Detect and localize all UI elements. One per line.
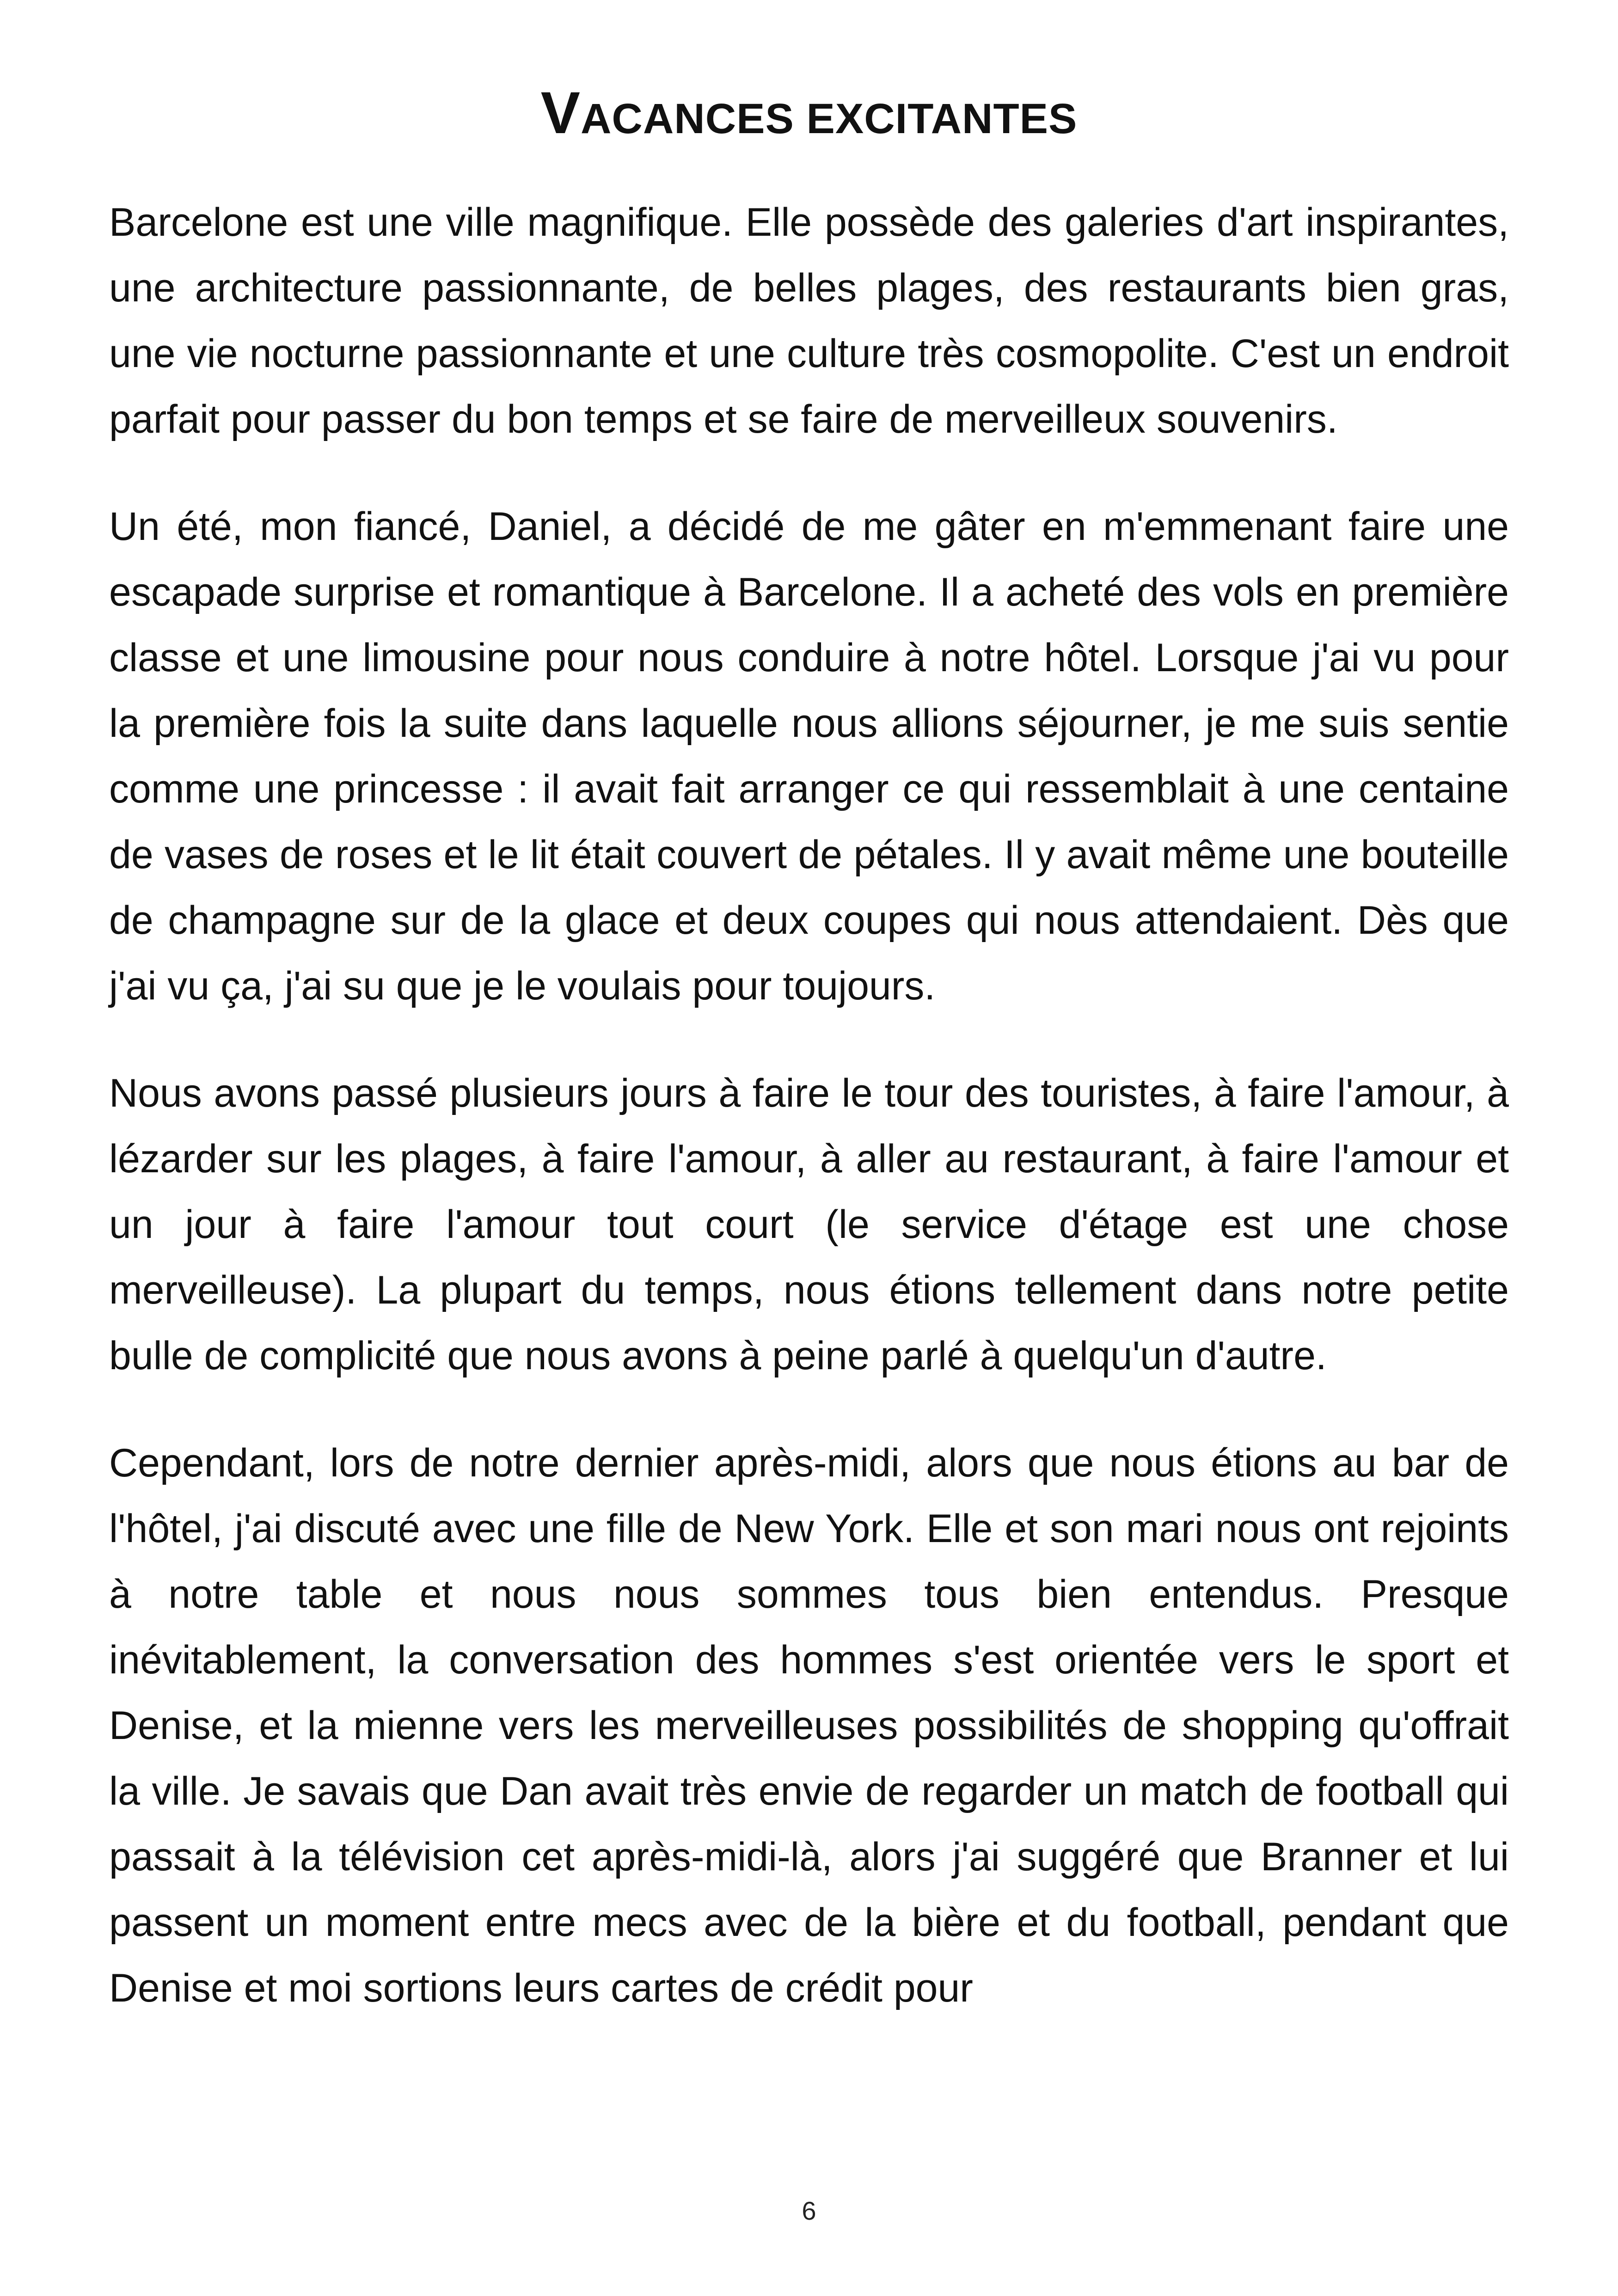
paragraph-3: Nous avons passé plusieurs jours à faire le tour des touristes, à faire l'amour, à lézarder sur les plages, à faire l'amour, à aller au restaurant, à faire l'amour et un jour à faire l'amour tout court (le service d'étage est une chose merveilleuse). La plupart du temps, nous étions tellement dans notre petite bulle de complicité que nous avons à peine parlé à quelqu'un d'autre. [109,1071,1509,1378]
title-initial: V [540,80,581,146]
page-number: 6 [802,2196,816,2225]
title-rest: ACANCES EXCITANTES [580,95,1078,142]
paragraph-1: Barcelone est une ville magnifique. Elle possède des galeries d'art inspirantes, une architecture passionnante, de belles plages, des restaurants bien gras, une vie nocturne passionnante et une culture très cosmopolite. C'est un endroit parfait pour passer du bon temps et se faire de merveilleux souvenirs. [109,200,1509,441]
paragraph-4: Cependant, lors de notre dernier après-midi, alors que nous étions au bar de l'hôtel, j'ai discuté avec une fille de New York. Elle et son mari nous ont rejoints à notre table et nous nous sommes tous bien entendus. Presque inévitablement, la conversation des hommes s'est orientée vers le sport et Denise, et la mienne vers les merveilleuses possibilités de shopping qu'offrait la ville. Je savais que Dan avait très envie de regarder un match de football qui passait à la télévision cet après-midi-là, alors j'ai suggéré que Branner et lui passent un moment entre mecs avec de la bière et du football, pendant que Denise et moi sortions leurs cartes de crédit pour [109,1441,1509,2010]
page-title [0,81,1618,146]
paragraph-2: Un été, mon fiancé, Daniel, a décidé de me gâter en m'emmenant faire une escapade surprise et romantique à Barcelone. Il a acheté des vols en première classe et une limousine pour nous conduire à notre hôtel. Lorsque j'ai vu pour la première fois la suite dans laquelle nous allions séjourner, je me suis sentie comme une princesse : il avait fait arranger ce qui ressemblait à une centaine de vases de roses et le lit était couvert de pétales. Il y avait même une bouteille de champagne sur de la glace et deux coupes qui nous attendaient. Dès que j'ai vu ça, j'ai su que je le voulais pour toujours. [109,504,1509,1008]
body-text [109,190,1509,2063]
